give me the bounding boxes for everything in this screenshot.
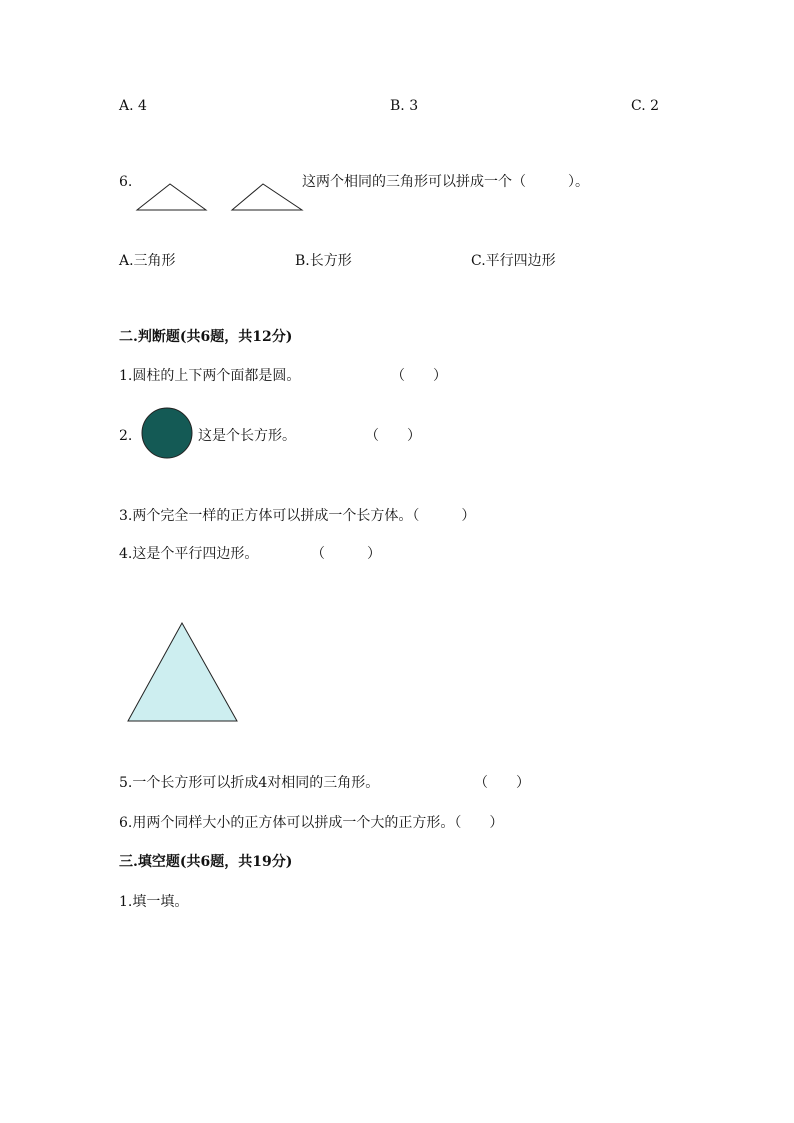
judge-item-5-blank: （ ） xyxy=(474,775,530,791)
q5-option-b: B. 3 xyxy=(390,98,419,114)
thin-triangle-left xyxy=(137,184,206,210)
judge-item-1: 1.圆柱的上下两个面都是圆。 xyxy=(119,368,301,384)
triangle-shape xyxy=(128,623,237,721)
two-triangles-figure xyxy=(130,180,310,216)
judge-item-2-text: 这是个长方形。 xyxy=(198,428,296,444)
thin-triangle-right xyxy=(232,184,302,210)
judge-item-4-blank: （ ） xyxy=(311,546,381,562)
fill-item-1: 1.填一填。 xyxy=(119,894,189,910)
q5-option-c: C. 2 xyxy=(631,98,660,114)
judge-item-1-blank: （ ） xyxy=(391,368,447,384)
circle-shape xyxy=(142,408,192,458)
judge-item-4: 4.这是个平行四边形。 xyxy=(119,546,259,562)
judge-item-2-number: 2. xyxy=(119,428,133,444)
q6-number: 6. xyxy=(119,174,133,190)
q5-option-a: A. 4 xyxy=(119,98,147,114)
triangle-figure xyxy=(126,621,240,725)
judge-item-5: 5.一个长方形可以折成4对相同的三角形。 xyxy=(119,775,380,791)
q6-option-c: C.平行四边形 xyxy=(471,253,556,269)
judge-item-2-blank: （ ） xyxy=(365,428,421,444)
section2-heading: 二.判断题(共6题，共12分) xyxy=(119,329,293,345)
q6-question-text: 这两个相同的三角形可以拼成一个（ ）。 xyxy=(302,174,589,190)
teal-circle-figure xyxy=(141,408,195,460)
judge-item-3: 3.两个完全一样的正方体可以拼成一个长方体。（ ） xyxy=(119,508,476,524)
q6-option-b: B.长方形 xyxy=(295,253,352,269)
q6-option-a: A.三角形 xyxy=(119,253,176,269)
judge-item-6: 6.用两个同样大小的正方体可以拼成一个大的正方形。（ ） xyxy=(119,815,504,831)
section3-heading: 三.填空题(共6题，共19分) xyxy=(119,854,293,870)
